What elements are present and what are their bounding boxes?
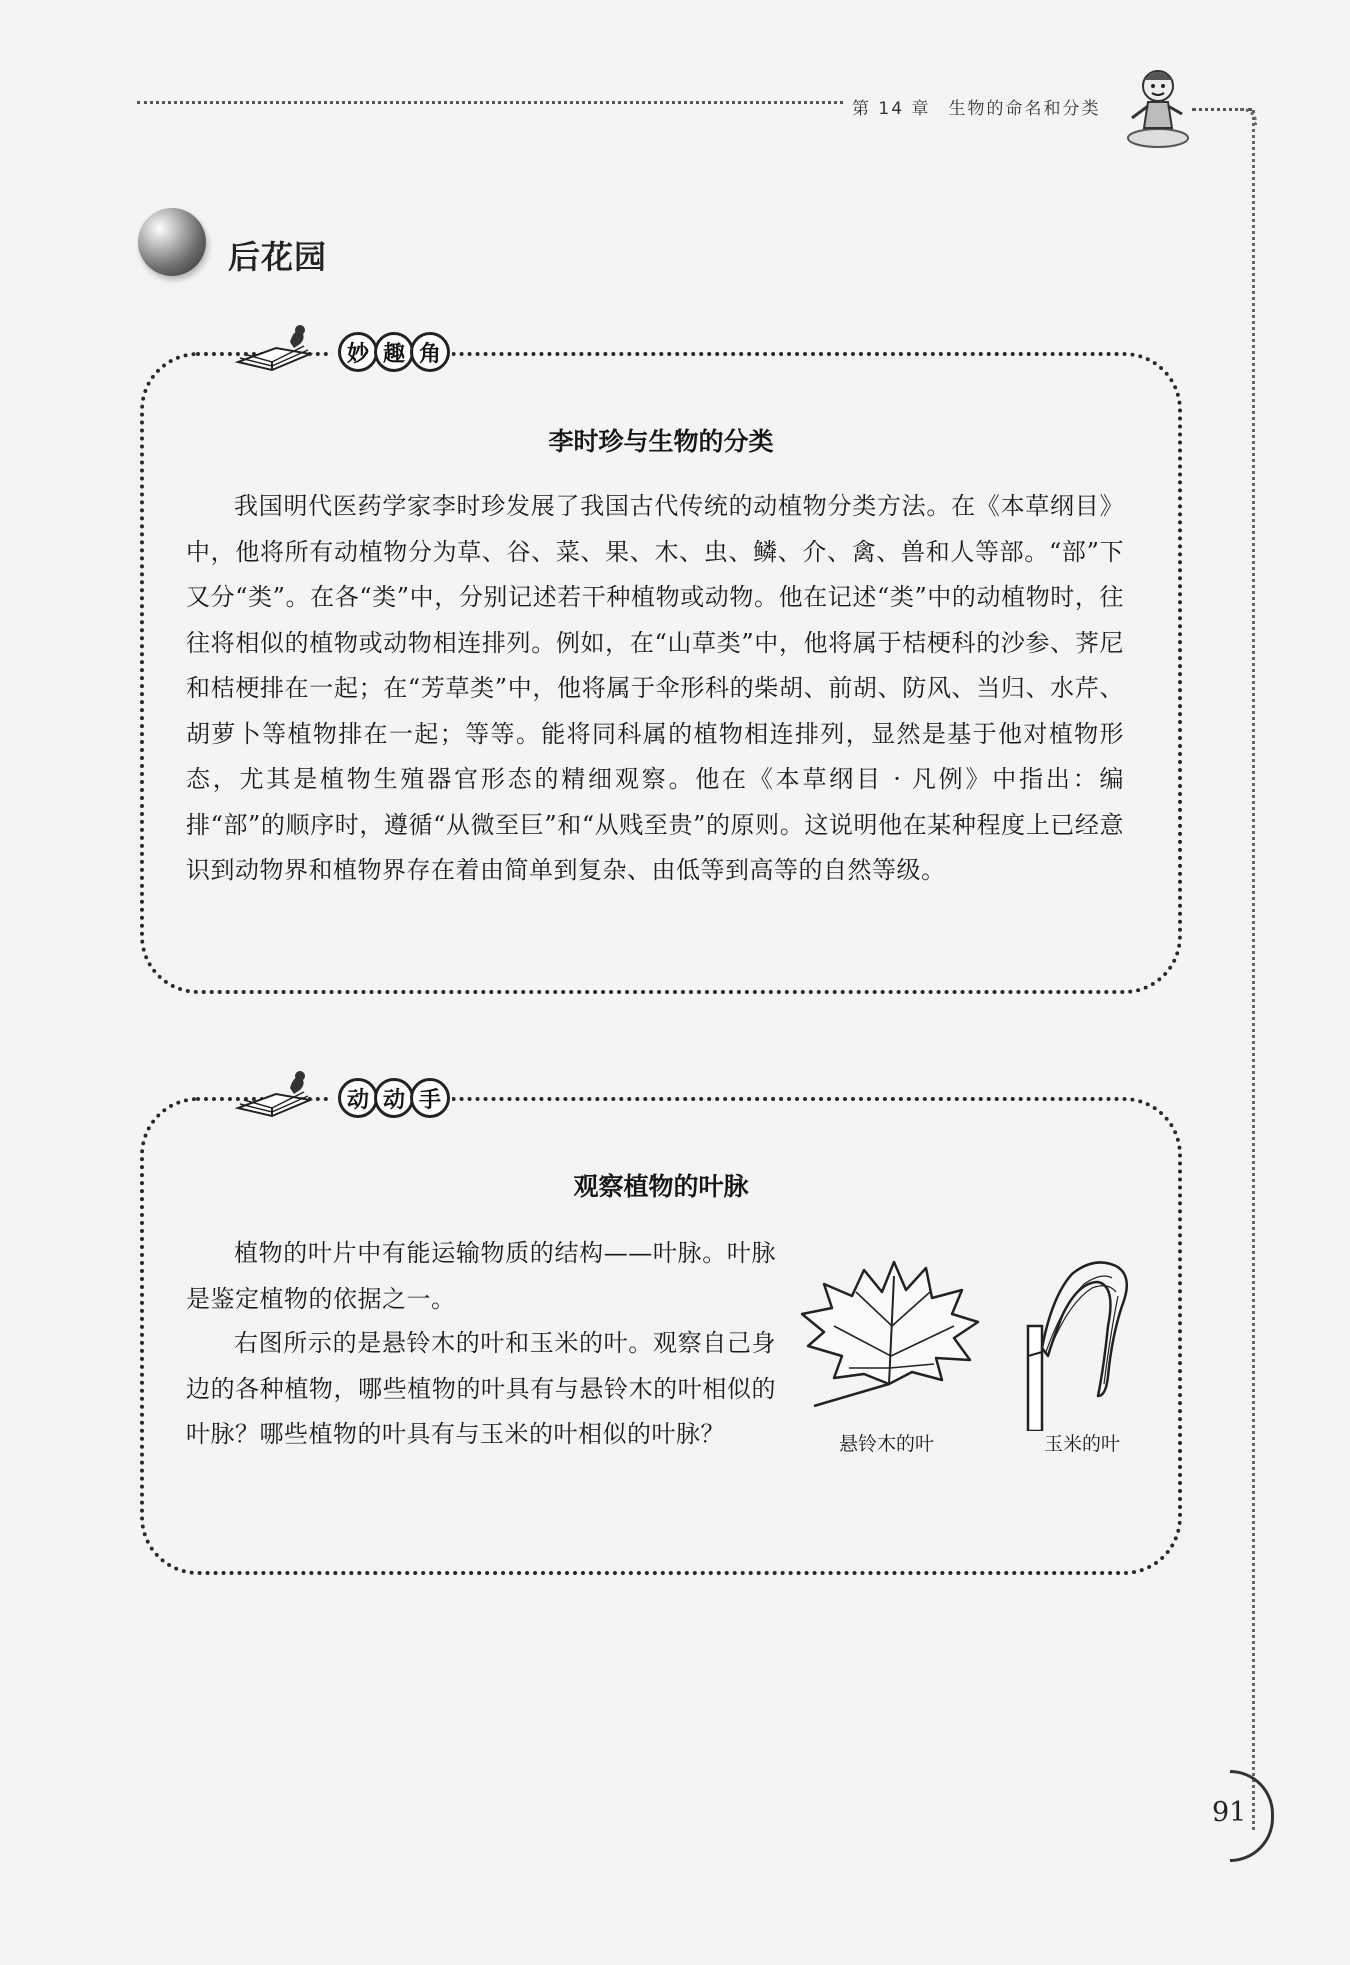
box-paragraph: 植物的叶片中有能运输物质的结构——叶脉。叶脉是鉴定植物的依据之一。	[186, 1239, 776, 1313]
box-paragraph: 右图所示的是悬铃木的叶和玉米的叶。观察自己身边的各种植物，哪些植物的叶具有与悬铃木的叶相似的叶脉？哪些植物的叶具有与玉米的叶相似的叶脉？	[186, 1329, 776, 1448]
page-edge-rule	[1252, 110, 1255, 1830]
section-ball-icon	[138, 208, 206, 276]
figure-caption: 悬铃木的叶	[839, 1433, 935, 1455]
fun-corner-box	[140, 352, 1182, 994]
corn-leaf-illustration	[1012, 1256, 1142, 1431]
figure-caption: 玉米的叶	[1044, 1433, 1121, 1455]
open-book-icon	[232, 322, 322, 378]
hands-on-box	[140, 1097, 1182, 1575]
tab-badges	[332, 332, 452, 372]
tab-badges	[332, 1078, 452, 1118]
tab-badge: 手	[410, 1078, 450, 1118]
tab-badge: 妙	[338, 332, 378, 372]
box-title: 李时珍与生物的分类	[548, 427, 774, 456]
tab-badge: 趣	[374, 332, 414, 372]
sycamore-leaf-illustration	[794, 1256, 984, 1416]
tab-badge: 动	[374, 1078, 414, 1118]
fun-corner-tab	[232, 318, 562, 378]
hands-on-tab	[232, 1064, 562, 1124]
section-title: 后花园	[228, 238, 328, 276]
tab-badge: 动	[338, 1078, 378, 1118]
mascot-illustration	[1122, 62, 1192, 150]
tab-badge: 角	[410, 332, 450, 372]
open-book-icon	[232, 1068, 322, 1124]
chapter-number: 第 14 章	[852, 99, 931, 119]
page-number: 91	[1212, 1797, 1247, 1828]
box-title: 观察植物的叶脉	[573, 1172, 749, 1201]
box-paragraph: 我国明代医药学家李时珍发展了我国古代传统的动植物分类方法。在《本草纲目》中，他将所有动植物分为草、谷、菜、果、木、虫、鳞、介、禽、兽和人等部。“部”下又分“类”。在各“类”中，分别记述若干种植物或动物。他在记述“类”中的动植物时，往往将相似的植物或动物相连排列。例如，在“山草类”中，他将属于桔梗科的沙参、荠尼和桔梗排在一起；在“芳草类”中，他将属于伞形科的柴胡、前胡、防风、当归、水芹、胡萝卜等植物排在一起；等等。能将同科属的植物相连排列，显然是基于他对植物形态，尤其是植物生殖器官形态的精细观察。他在《本草纲目 · 凡例》中指出：编排“部”的顺序时，遵循“从微至巨”和“从贱至贵”的原则。这说明他在某种程度上已经意识到动物界和植物界存在着由简单到复杂、由低等到高等的自然等级。	[186, 492, 1124, 884]
running-head	[852, 94, 1118, 119]
chapter-title: 生物的命名和分类	[948, 99, 1101, 119]
header-rule-left	[137, 101, 843, 104]
